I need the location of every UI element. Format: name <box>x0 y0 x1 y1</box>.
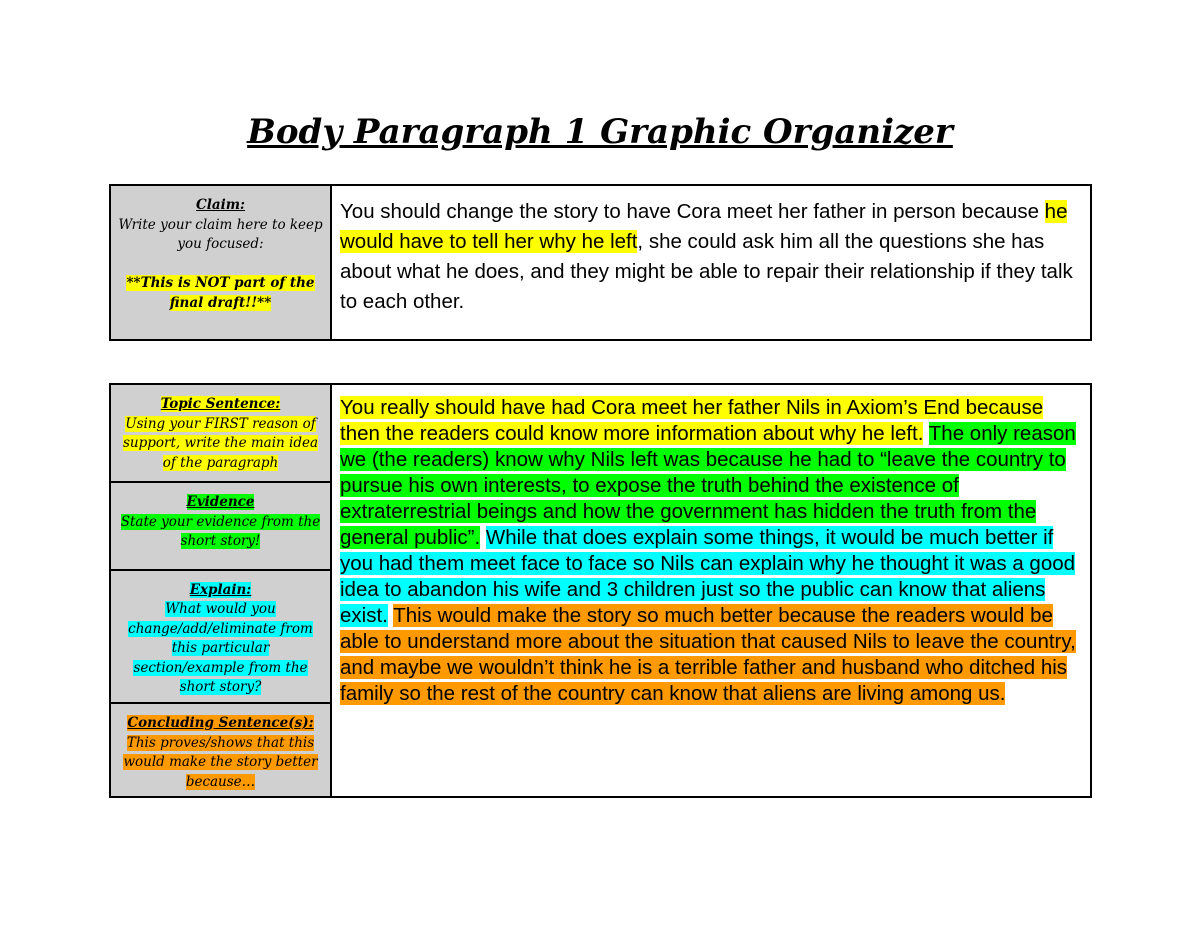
claim-note-text: **This is NOT part of the final draft!!** <box>126 275 315 311</box>
evidence-label: Evidence <box>186 494 255 511</box>
claim-instruction: Write your claim here to keep you focused: <box>118 216 323 252</box>
page-title: Body Paragraph 1 Graphic Organizer <box>247 112 953 152</box>
explain-label: Explain: <box>189 581 252 598</box>
topic-sentence-cell <box>111 385 330 481</box>
evidence-instruction: State your evidence from the short story! <box>120 513 321 550</box>
evidence-text: The only reason we (the readers) know why Nils left was because he had to “leave the country to pursue his own interests, to expose the truth behind the existence of extraterrestrial beings and how the government has hidden the truth from the general public”. <box>340 422 1076 549</box>
claim-label: Claim: <box>195 197 246 213</box>
claim-text-after: , she could ask him all the questions she has about what he does, and they might be able to repair their relationship if they talk to each other. <box>340 230 1073 313</box>
concluding-text: This would make the story so much better because the readers would be able to understand more about the situation that caused Nils to leave the country, and maybe we wouldn’t think he is a terrible father and husband who ditched his family so the rest of the country can know that aliens are living among us. <box>340 604 1076 705</box>
topic-sentence-label: Topic Sentence: <box>160 396 281 412</box>
claim-text-before: You should change the story to have Cora meet her father in person because <box>340 200 1045 223</box>
claim-note <box>117 274 324 313</box>
claim-cell <box>111 186 330 317</box>
explain-instruction: What would you change/add/eliminate from this particular section/example from the short story? <box>128 601 313 696</box>
concluding-label: Concluding Sentence(s): <box>127 715 314 731</box>
claim-text-highlight: he would have to tell her why he left <box>340 200 1068 253</box>
paragraph-table <box>109 383 1092 798</box>
paragraph-text-cell[interactable] <box>332 385 1090 796</box>
evidence-cell <box>111 481 330 568</box>
paragraph-label-column <box>111 385 332 796</box>
claim-label-cell <box>111 186 332 339</box>
topic-sentence-text: You really should have had Cora meet her father Nils in Axiom’s End because then the readers could know more information about why he left. <box>340 396 1044 445</box>
concluding-cell <box>111 702 330 796</box>
concluding-instruction: This proves/shows that this would make the story better because… <box>123 734 318 790</box>
topic-sentence-instruction: Using your FIRST reason of support, write the main idea of the paragraph <box>122 415 319 471</box>
claim-text-cell[interactable] <box>332 186 1090 339</box>
explain-cell <box>111 569 330 702</box>
explain-text: While that does explain some things, it would be much better if you had them meet face to face so Nils can explain why he thought it was a good idea to abandon his wife and 3 children just so the public can know that aliens exist. <box>340 526 1076 627</box>
claim-table <box>109 184 1092 341</box>
